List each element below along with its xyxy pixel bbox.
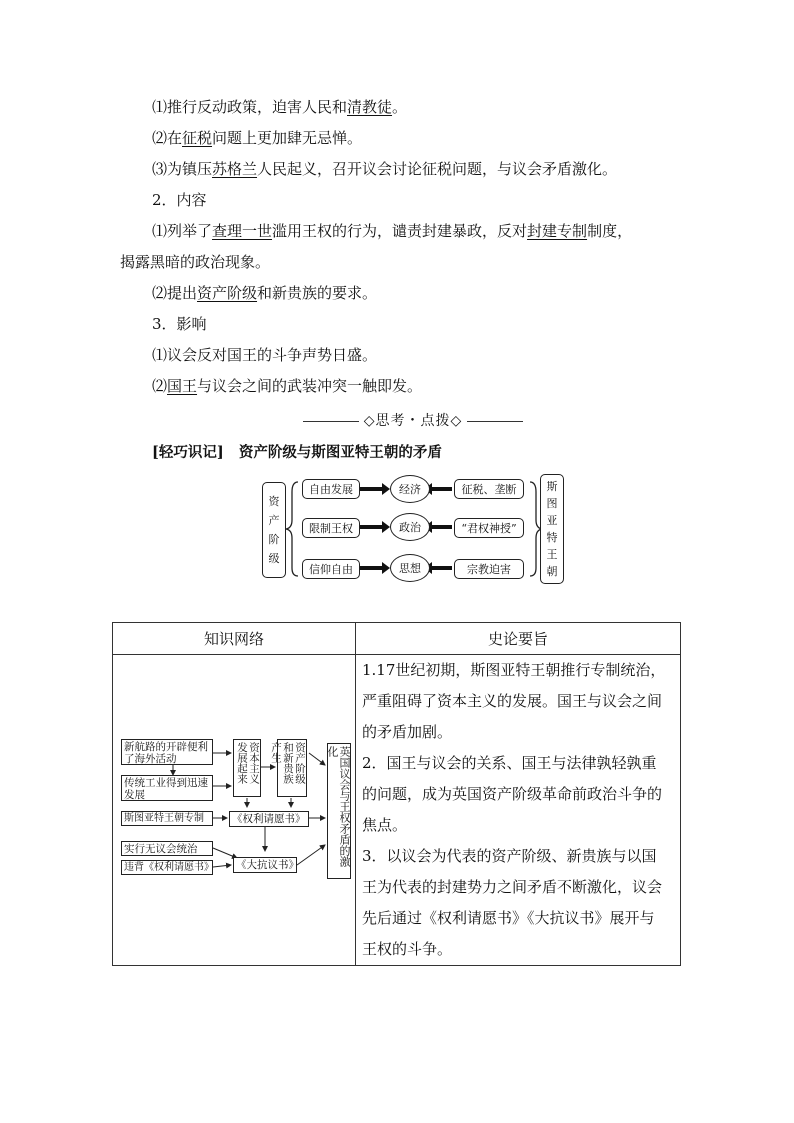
point-line: 1.17世纪初期，斯图亚特王朝推行专制统治，: [362, 661, 666, 679]
free-development-box: 自由发展: [302, 479, 360, 499]
think-title: ◇思考・点拨◇: [363, 413, 463, 429]
thought-node: 思想: [390, 554, 430, 582]
religious-persecution-box: 宗教迫害: [454, 559, 524, 579]
content-1: ⑴列举了查理一世滥用王权的行为，谴责封建暴政，反对封建专制制度，: [152, 222, 633, 240]
impact-1: ⑴议会反对国王的斗争声势日盛。: [152, 346, 378, 364]
point-line: 的问题，成为英国资产阶级革命前政治斗争的: [362, 785, 663, 803]
freedom-of-belief-box: 信仰自由: [302, 559, 360, 579]
header-historical-points: 史论要旨: [356, 623, 681, 655]
knowledge-table: [112, 622, 681, 966]
capitalism-develop-box: 资本主义发展起来: [233, 739, 261, 797]
historical-points-cell: [356, 655, 681, 966]
point-line: 的矛盾加剧。: [362, 723, 453, 741]
bourgeoisie-label: 资 产 阶 级: [262, 482, 286, 578]
new-routes-box: 新航路的开辟便利了海外活动: [121, 739, 213, 765]
knowledge-network-diagram: [113, 655, 355, 965]
knowledge-network-cell: [113, 655, 356, 966]
point-line: 先后通过《权利请愿书》《大抗议书》展开与: [362, 909, 655, 927]
economy-node: 经济: [390, 475, 430, 503]
reason-1: ⑴推行反动政策，迫害人民和清教徒。: [152, 98, 408, 116]
reason-2: ⑵在征税问题上更加肆无忌惮。: [152, 129, 363, 147]
content-1-cont: 揭露黑暗的政治现象。: [120, 253, 271, 271]
reason-3: ⑶为镇压苏格兰人民起义，召开议会讨论征税问题，与议会矛盾激化。: [152, 160, 618, 178]
stuart-despotism-box: 斯图亚特王朝专制: [121, 811, 213, 826]
bourgeoisie-emerge-box: 资产阶级和新贵族产生: [277, 739, 307, 797]
point-line: 焦点。: [362, 816, 408, 834]
conflict-intensify-box: 英国议会与王权矛盾的激化: [327, 743, 351, 879]
content-2: ⑵提出资产阶级和新贵族的要求。: [152, 284, 378, 302]
point-line: 王权的斗争。: [362, 940, 453, 958]
limit-royal-power-box: 限制王权: [302, 518, 360, 538]
politics-node: 政治: [390, 513, 430, 541]
grand-remonstrance-box: 《大抗议书》: [233, 857, 297, 873]
contradiction-diagram: [262, 474, 562, 584]
traditional-industry-box: 传统工业得到迅速发展: [121, 775, 213, 801]
impact-2: ⑵国王与议会之间的武装冲突一触即发。: [152, 377, 423, 395]
stuart-dynasty-label: 斯 图 亚 特 王 朝: [540, 474, 564, 584]
violate-petition-box: 违背《权利请愿书》: [121, 860, 213, 875]
petition-of-right-box: 《权利请愿书》: [229, 811, 309, 827]
point-line: 王为代表的封建势力之间矛盾不断激化，议会: [362, 878, 663, 896]
section-2-heading: 2．内容: [152, 191, 207, 209]
no-parliament-rule-box: 实行无议会统治: [121, 841, 213, 856]
point-line: 3．以议会为代表的资产阶级、新贵族与以国: [362, 847, 657, 865]
divine-right-box: “君权神授”: [454, 518, 524, 538]
think-divider: [303, 411, 523, 431]
memo-heading: [轻巧识记] 资产阶级与斯图亚特王朝的矛盾: [152, 444, 442, 461]
point-line: 2．国王与议会的关系、国王与法律孰轻孰重: [362, 754, 657, 772]
section-3-heading: 3．影响: [152, 315, 207, 333]
header-knowledge-network: 知识网络: [113, 623, 356, 655]
tax-monopoly-box: 征税、垄断: [454, 479, 524, 499]
network-connectors: [113, 655, 355, 965]
point-line: 严重阻碍了资本主义的发展。国王与议会之间: [362, 692, 663, 710]
